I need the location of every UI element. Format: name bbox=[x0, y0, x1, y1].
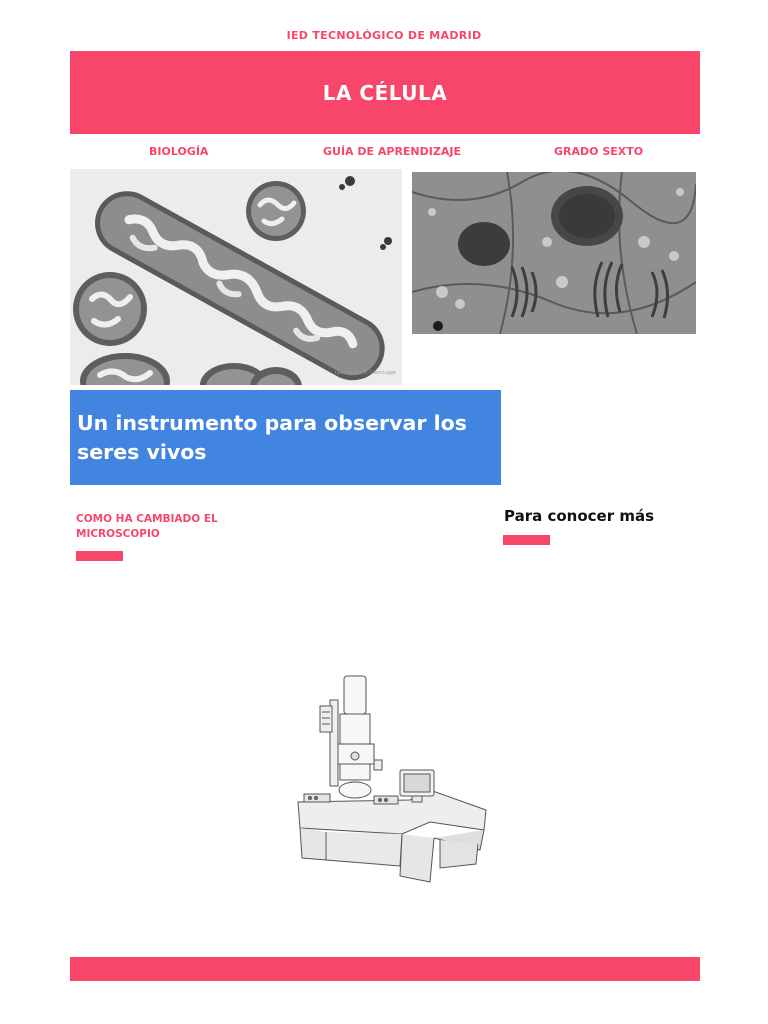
school-name: IED TECNOLÓGICO DE MADRID bbox=[286, 29, 482, 42]
bacteria-watermark: Ilustración © Cienciugar bbox=[335, 370, 396, 376]
title-band bbox=[70, 51, 700, 134]
section-title-left: COMO HA CAMBIADO EL MICROSCOPIO bbox=[76, 513, 218, 540]
footer-band bbox=[70, 957, 700, 981]
accent-bar-right bbox=[503, 535, 550, 545]
feature-box bbox=[70, 390, 501, 485]
subnav-grade: GRADO SEXTO bbox=[554, 145, 644, 158]
bacteria-image bbox=[70, 169, 402, 385]
page-title: LA CÉLULA bbox=[322, 80, 448, 105]
subnav bbox=[70, 145, 700, 161]
section-title-right: Para conocer más bbox=[504, 507, 654, 525]
microscope-image bbox=[290, 672, 488, 884]
subnav-subject: BIOLOGÍA bbox=[149, 145, 209, 158]
feature-heading: Un instrumento para observar los seres vivos bbox=[77, 410, 467, 464]
subnav-doc-type: GUÍA DE APRENDIZAJE bbox=[323, 145, 461, 158]
accent-bar-left bbox=[76, 551, 123, 561]
cell-image bbox=[412, 172, 696, 334]
